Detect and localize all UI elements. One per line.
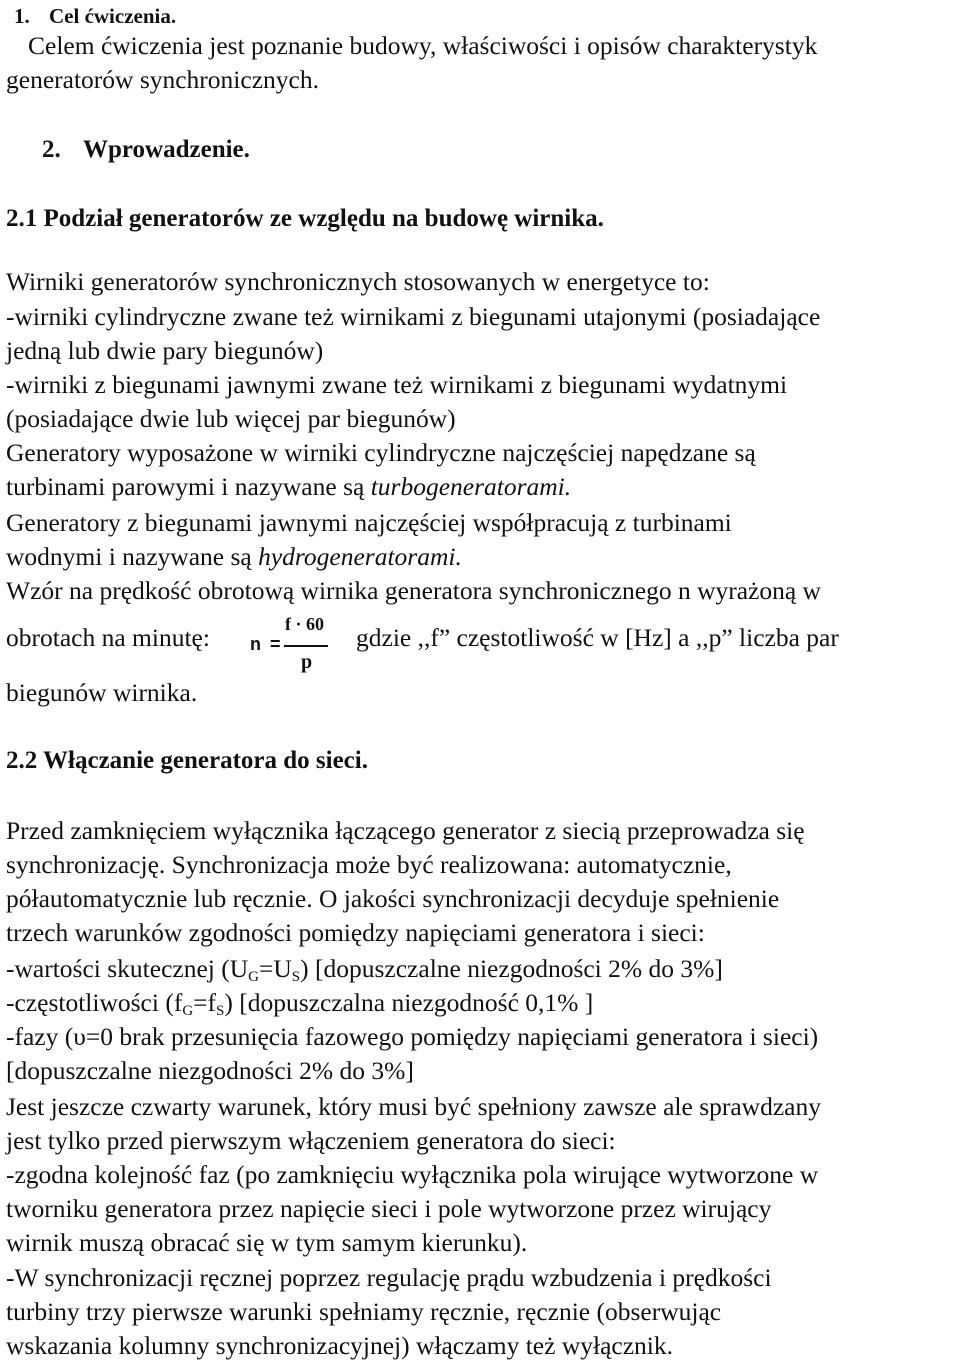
fraction-bar xyxy=(284,645,328,647)
formula-numerator: f · 60 xyxy=(285,614,324,634)
rotor-line-4: -wirniki z biegunami jawnymi zwane też wirnikami z biegunami wydatnymi xyxy=(6,370,788,399)
sync-line-2: synchronizację. Synchronizacja może być realizowana: automatycznie, xyxy=(6,850,732,879)
phase-order-line-2: tworniku generatora przez napięcie sieci i pole wytworzone przez wirujący xyxy=(6,1194,772,1223)
rotor-line-3: jedną lub dwie pary biegunów) xyxy=(6,336,324,365)
cond-f-mid: =f xyxy=(193,988,217,1017)
manual-sync-line-2: turbiny trzy pierwsze warunki spełniamy ręcznie, ręcznie (obserwując xyxy=(6,1297,722,1326)
section-2-number: 2. xyxy=(42,136,61,163)
fourth-condition-line-1: Jest jeszcze czwarty warunek, który musi być spełniony zawsze ale sprawdzany xyxy=(6,1092,821,1121)
rotor-line-5: (posiadające dwie lub więcej par biegunów) xyxy=(6,404,456,433)
sync-line-4: trzech warunków zgodności pomiędzy napięciami generatora i sieci: xyxy=(6,918,705,947)
turbo-term: turbogeneratorami. xyxy=(370,472,572,501)
cond-u-sub-g: G xyxy=(248,969,259,985)
hydro-text: wodnymi i nazywane są xyxy=(6,542,259,571)
condition-voltage xyxy=(6,953,723,985)
hydro-line-2 xyxy=(6,541,462,573)
goal-line-1: Celem ćwiczenia jest poznanie budowy, właściwości i opisów charakterystyk xyxy=(28,31,818,60)
goal-line-2: generatorów synchronicznych. xyxy=(6,65,319,94)
turbo-text: turbinami parowymi i nazywane są xyxy=(6,472,371,501)
rotor-line-2: -wirniki cylindryczne zwane też wirnikami z biegunami utajonymi (posiadające xyxy=(6,302,821,331)
sync-line-1: Przed zamknięciem wyłącznika łączącego generator z siecią przeprowadza się xyxy=(6,816,805,845)
cond-f-pre: -częstotliwości (f xyxy=(6,988,183,1017)
section-1-heading xyxy=(0,0,176,32)
phase-order-line-3: wirnik muszą obracać się w tym samym kierunku). xyxy=(6,1228,528,1257)
speed-line-2-pre: obrotach na minutę: xyxy=(6,623,210,652)
section-1-number: 1. xyxy=(14,4,30,28)
cond-f-post: ) [dopuszczalna niezgodność 0,1% ] xyxy=(224,988,594,1017)
cond-f-sub-g: G xyxy=(182,1003,194,1019)
cond-u-mid: =U xyxy=(259,954,292,983)
section-2-heading xyxy=(42,134,250,166)
turbo-line xyxy=(6,471,571,503)
speed-formula xyxy=(250,614,342,674)
cond-u-sub-s: S xyxy=(291,969,301,985)
section-2-title: Wprowadzenie. xyxy=(83,136,250,163)
phase-order-line-1: -zgodna kolejność faz (po zamknięciu wyłącznika pola wirujące wytworzone w xyxy=(6,1160,819,1189)
hydro-term: hydrogeneratorami. xyxy=(258,542,462,571)
section-2-1-heading: 2.1 Podział generatorów ze względu na budowę wirnika. xyxy=(6,205,604,232)
cond-u-pre: -wartości skutecznej (U xyxy=(6,954,249,983)
condition-phase: -fazy (υ=0 brak przesunięcia fazowego pomiędzy napięciami generatora i sieci) xyxy=(6,1022,819,1051)
section-2-2-heading: 2.2 Włączanie generatora do sieci. xyxy=(6,747,368,774)
formula-lhs: n xyxy=(250,634,261,654)
rotor-line-1: Wirniki generatorów synchronicznych stosowanych w energetyce to: xyxy=(6,267,710,296)
formula-equals: = xyxy=(270,634,281,654)
phase-tolerance: [dopuszczalne niezgodności 2% do 3%] xyxy=(6,1056,414,1085)
speed-line-2-post: gdzie ,,f” częstotliwość w [Hz] a ,,p” liczba par xyxy=(356,623,839,652)
speed-line-3: biegunów wirnika. xyxy=(6,678,198,707)
manual-sync-line-1: -W synchronizacji ręcznej poprzez regulację prądu wzbudzenia i prędkości xyxy=(6,1263,772,1292)
cond-u-post: ) [dopuszczalne niezgodności 2% do 3%] xyxy=(300,954,723,983)
cond-f-sub-s: S xyxy=(216,1003,225,1019)
formula-denominator: p xyxy=(301,651,313,673)
manual-sync-line-3: wskazania kolumny synchronizacyjnej) włączamy też wyłącznik. xyxy=(6,1331,673,1360)
sync-line-3: półautomatycznie lub ręcznie. O jakości synchronizacji decyduje spełnienie xyxy=(6,884,780,913)
hydro-line-1: Generatory z biegunami jawnymi najczęściej współpracują z turbinami xyxy=(6,508,732,537)
fourth-condition-line-2: jest tylko przed pierwszym włączeniem generatora do sieci: xyxy=(6,1126,616,1155)
section-1-title: Cel ćwiczenia. xyxy=(49,4,177,28)
rotor-line-6: Generatory wyposażone w wirniki cylindryczne najczęściej napędzane są xyxy=(6,438,756,467)
speed-line-1: Wzór na prędkość obrotową wirnika generatora synchronicznego n wyrażoną w xyxy=(6,576,821,605)
condition-frequency xyxy=(6,987,593,1019)
